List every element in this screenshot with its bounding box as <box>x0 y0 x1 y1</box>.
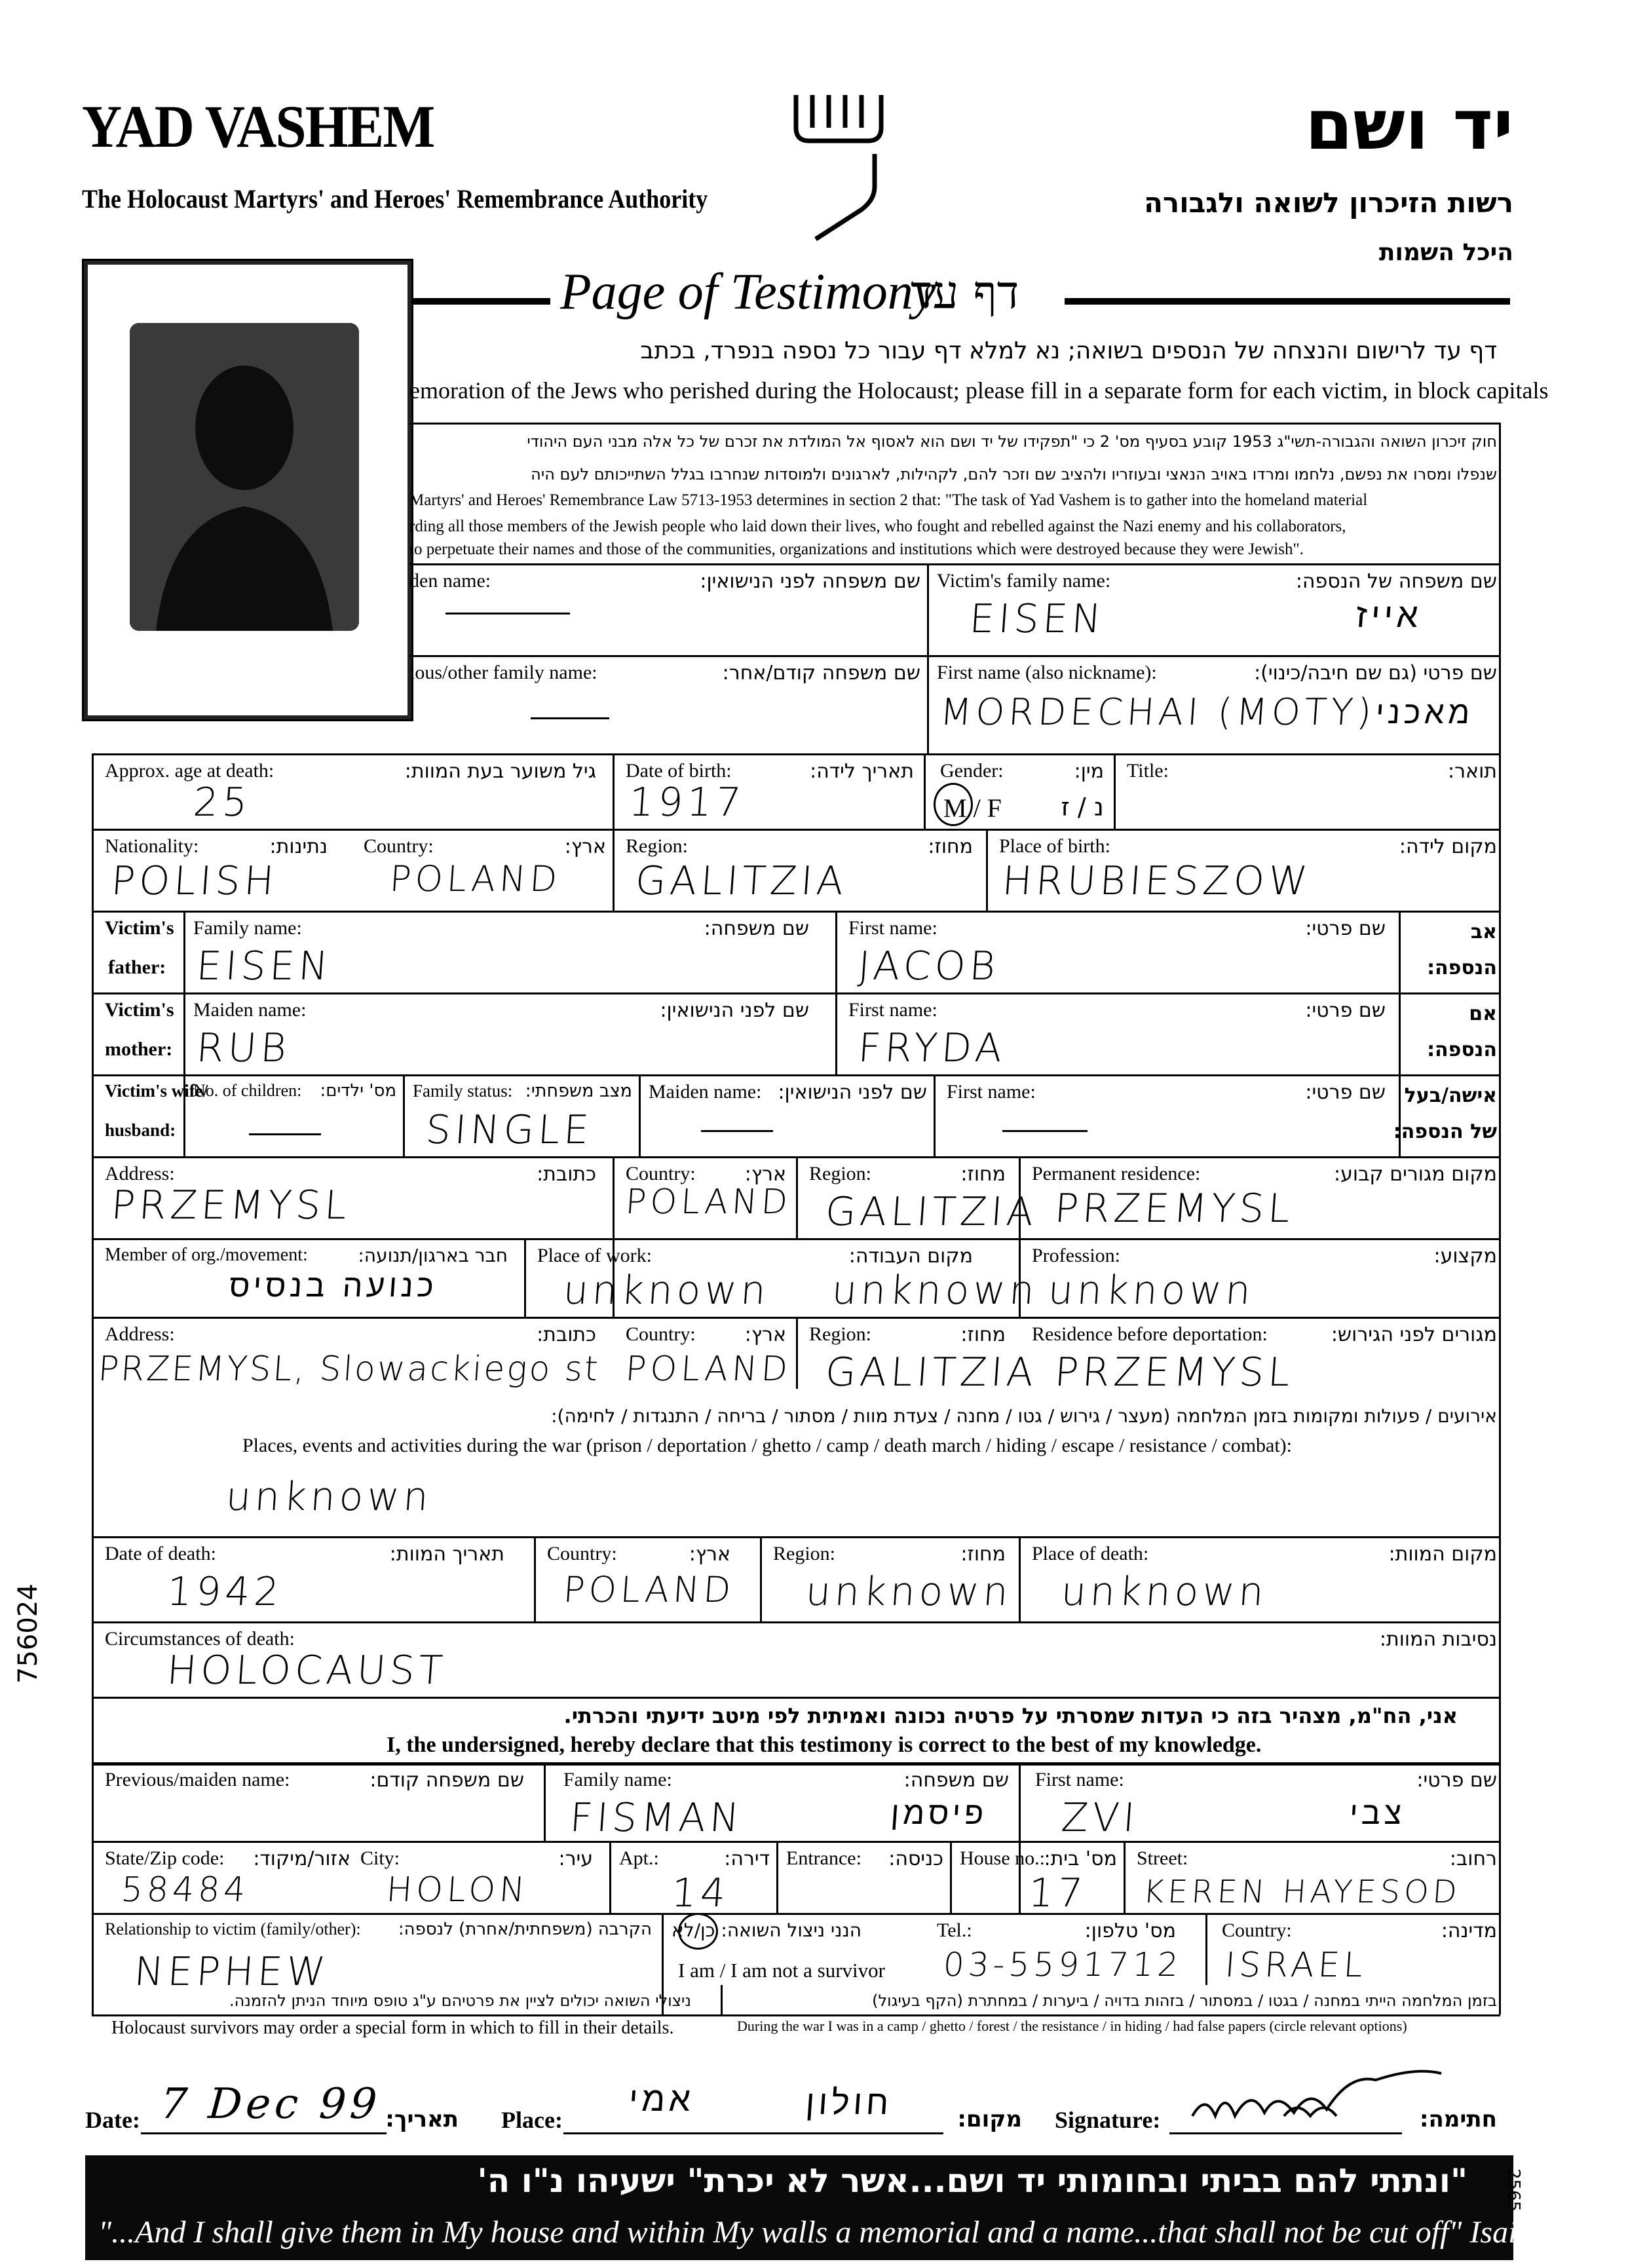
rule <box>92 1913 1500 1915</box>
submitter-first-value[interactable]: ZVI <box>1059 1795 1141 1841</box>
tel-label-hebrew: מס' טלפון: <box>1084 1919 1176 1942</box>
rule <box>92 1074 1500 1076</box>
street-label: Street: <box>1137 1847 1188 1869</box>
nationality-label-hebrew: נתינות: <box>269 835 328 858</box>
status-label: Family status: <box>413 1081 513 1101</box>
deport-region-label-hebrew: מחוז: <box>960 1323 1006 1346</box>
rule <box>409 655 1500 657</box>
death-place-label: Place of death: <box>1032 1543 1149 1564</box>
residence-country-label-hebrew: ארץ: <box>744 1163 786 1186</box>
nationality-label: Nationality: <box>105 835 199 857</box>
spouse-side-label-2: husband: <box>105 1120 176 1140</box>
place-value-hebrew[interactable]: חולון <box>804 2083 894 2123</box>
rule <box>524 1238 526 1317</box>
relationship-label: Relationship to victim (family/other): <box>105 1919 361 1938</box>
relationship-value[interactable]: NEPHEW <box>132 1949 331 1995</box>
apt-value[interactable]: 14 <box>670 1870 731 1916</box>
rule <box>835 911 837 1074</box>
status-value[interactable]: SINGLE <box>424 1107 594 1153</box>
zip-label-hebrew: אזור/מיקוד: <box>253 1847 350 1870</box>
deport-country-value[interactable]: POLAND <box>624 1350 793 1389</box>
submitter-country-value[interactable]: ISRAEL <box>1223 1946 1368 1985</box>
footer-hebrew-quote: "ונתתי להם בביתי ובחומותי יד ושם...אשר לא יכרת" ישעיהו נ"ו ה' <box>477 2162 1467 2200</box>
rule <box>92 992 1500 994</box>
rule <box>950 1841 952 1913</box>
mother-side-label: Victim's <box>105 999 174 1021</box>
deport-country-label: Country: <box>626 1323 696 1345</box>
birth-region-value[interactable]: GALITZIA <box>634 858 849 904</box>
signature-label: Signature: <box>1055 2107 1161 2133</box>
previous-name-label: ious/other family name: <box>409 662 597 683</box>
permanent-residence-label-hebrew: מקום מגורים קבוע: <box>1334 1163 1497 1186</box>
birth-region-label: Region: <box>626 835 688 857</box>
mother-first-value[interactable]: FRYDA <box>856 1025 1008 1071</box>
rule <box>986 829 988 911</box>
relationship-label-hebrew: הקרבה (משפחתית/אחרת) לנספה: <box>398 1919 652 1939</box>
signature-rule <box>1169 2132 1402 2134</box>
spouse-first-label-hebrew: שם פרטי: <box>1305 1081 1386 1104</box>
workplace-value[interactable]: unknown <box>561 1268 772 1314</box>
dob-value[interactable]: 1917 <box>627 780 747 825</box>
rule <box>1124 1841 1126 1913</box>
date-label-hebrew: תאריך: <box>385 2106 459 2132</box>
deport-address-label-hebrew: כתובת: <box>537 1323 596 1346</box>
family-name-label: Victim's family name: <box>937 570 1111 592</box>
age-label: Approx. age at death: <box>105 760 274 782</box>
city-value[interactable]: HOLON <box>385 1870 531 1910</box>
rule <box>1499 423 1501 2014</box>
father-family-label-hebrew: שם משפחה: <box>704 917 809 940</box>
submitter-prev-label-hebrew: שם משפחה קודם: <box>369 1769 524 1792</box>
zip-label: State/Zip code: <box>105 1847 225 1869</box>
entrance-label-hebrew: כניסה: <box>888 1847 943 1870</box>
city-label: City: <box>360 1847 400 1869</box>
rule <box>796 1156 798 1238</box>
rule <box>609 1841 611 1913</box>
date-rule <box>141 2132 387 2134</box>
survivor-note: Holocaust survivors may order a special form in which to fill in their details. <box>111 2018 674 2038</box>
rule <box>1114 753 1116 829</box>
survivor-label-hebrew: הנני ניצול השואה: כן/לא <box>671 1919 861 1941</box>
rule <box>92 1841 1500 1843</box>
apt-label-hebrew: דירה: <box>724 1847 770 1870</box>
gender-label-hebrew: מין: <box>1074 760 1104 783</box>
address-label: Address: <box>105 1163 175 1184</box>
mother-side-label-2: mother: <box>105 1038 173 1060</box>
rule <box>92 753 94 2014</box>
org-name: YAD VASHEM <box>82 93 434 160</box>
profession-label-hebrew: מקצוע: <box>1433 1245 1497 1268</box>
rule <box>92 1536 1500 1538</box>
workplace-label: Place of work: <box>537 1245 652 1266</box>
org-label: Member of org./movement: <box>105 1245 308 1265</box>
rule <box>92 753 1500 755</box>
residence-region-value[interactable]: GALITZIA <box>823 1189 1039 1235</box>
profession-value[interactable]: unknown <box>1046 1268 1257 1314</box>
declaration-hebrew: אני, הח"מ, מצהיר בזה כי העדות שמסרתי על פרטיה נכונה ואמיתית לפי מיטב ידיעתי והכרתי. <box>563 1703 1458 1728</box>
victim-family-name-hebrew[interactable]: אייז <box>1354 596 1424 635</box>
title-label: Title: <box>1127 760 1169 782</box>
spouse-side-label-hebrew: אישה/בעל <box>1404 1084 1497 1107</box>
death-circumstances-value[interactable]: HOLOCAUST <box>165 1648 448 1693</box>
death-date-label: Date of death: <box>105 1543 216 1564</box>
address-label-hebrew: כתובת: <box>537 1163 596 1186</box>
birth-place-label-hebrew: מקום לידה: <box>1399 835 1497 858</box>
death-date-value[interactable]: 1942 <box>165 1569 285 1615</box>
submitter-prev-label: Previous/maiden name: <box>105 1769 290 1790</box>
signature-label-hebrew: חתימה: <box>1419 2106 1497 2132</box>
org-name-hebrew: יד ושם <box>1305 85 1513 165</box>
rule <box>924 753 926 829</box>
submitter-family-value[interactable]: FISMAN <box>568 1795 745 1841</box>
birth-place-label: Place of birth: <box>999 835 1110 857</box>
mother-side-label-hebrew: אם <box>1469 1002 1497 1025</box>
father-first-label-hebrew: שם פרטי: <box>1305 917 1386 940</box>
entrance-label: Entrance: <box>786 1847 861 1869</box>
rule <box>927 563 929 753</box>
zip-value[interactable]: 58484 <box>119 1870 251 1910</box>
submitter-country-label: Country: <box>1222 1919 1292 1941</box>
status-label-hebrew: מצב משפחתי: <box>525 1081 632 1101</box>
war-value[interactable]: unknown <box>224 1474 434 1520</box>
mother-first-label: First name: <box>848 999 937 1021</box>
death-place-label-hebrew: מקום המוות: <box>1388 1543 1497 1566</box>
title-rule-right <box>1065 298 1510 305</box>
hall-of-names-hebrew: היכל השמות <box>1378 239 1513 266</box>
law-english-3: to perpetuate their names and those of the communities, organizations and institutions which were destroyed because they were Jewish". <box>409 540 1304 558</box>
deport-residence-label-hebrew: מגורים לפני הגירוש: <box>1331 1323 1497 1346</box>
intro-english: emoration of the Jews who perished during the Holocaust; please fill in a separate form for each victim, in block capitals <box>409 377 1549 404</box>
war-label: Places, events and activities during the war (prison / deportation / ghetto / camp / death march / hiding / escape / resistance / combat): <box>242 1435 1293 1456</box>
rule <box>92 829 1500 831</box>
title-rule-left <box>409 298 550 305</box>
children-label: No. of children: <box>193 1081 302 1100</box>
law-hebrew-2: שנפלו ומסרו את נפשם, נלחמו ומרדו באויב הנאצי ובעוזריו ולהציב שם וזכר להם, לקהילות, לארגונים ולמוסדות שנחרבו בגלל השתייכותם לעם היה <box>531 465 1497 483</box>
submitter-first-label: First name: <box>1035 1769 1124 1790</box>
rule <box>1399 911 1401 1156</box>
tel-label: Tel.: <box>937 1919 972 1941</box>
war-status-note: During the war I was in a camp / ghetto / forest / the resistance / in hiding / had false papers (circle relevant options) <box>737 2018 1407 2034</box>
rule <box>92 1238 1500 1240</box>
gender-label: Gender: <box>940 760 1004 782</box>
survivor-no-circle <box>678 1913 718 1950</box>
deport-residence-label: Residence before deportation: <box>1032 1323 1268 1345</box>
father-side-label-2: father: <box>108 956 166 978</box>
empty-spouse-first-dash <box>1002 1130 1088 1132</box>
rule <box>796 1317 798 1389</box>
rule <box>92 2014 1500 2016</box>
victim-photo <box>82 259 413 721</box>
gender-value-hebrew[interactable]: נ / ז <box>1061 793 1104 822</box>
rule <box>92 911 1500 913</box>
victim-family-name[interactable]: EISEN <box>968 596 1107 642</box>
victim-first-name-hebrew[interactable]: מאכני <box>1374 694 1475 731</box>
declaration-english: I, the undersigned, hereby declare that this testimony is correct to the best of my knowledge. <box>387 1733 1262 1757</box>
house-value[interactable]: 17 <box>1027 1870 1088 1916</box>
date-label: Date: <box>85 2107 140 2133</box>
workplace-label-hebrew: מקום העבודה: <box>848 1245 973 1268</box>
maiden-name-label: den name: <box>409 570 491 592</box>
tel-value[interactable]: 03-5591712 <box>941 1946 1184 1984</box>
org-label-hebrew: חבר בארגון/תנועה: <box>358 1245 508 1266</box>
war-label-hebrew: אירועים / פעולות ומקומות בזמן המלחמה (מעצר / גירוש / גטו / מחנה / צעדת מוות / מסתור / בריחה / התנגדות / לחימה): <box>551 1405 1497 1427</box>
gender-circle-m <box>934 783 973 826</box>
first-name-label-hebrew: שם פרטי (גם שם חיבה/כינוי): <box>1254 662 1497 685</box>
father-family-value[interactable]: EISEN <box>195 943 333 989</box>
mother-maiden-label: Maiden name: <box>193 999 307 1021</box>
footer-english-quote: "...And I shall give them in My house and within My walls a memorial and a name...that shall not be cut off" Isaiah 56:5 <box>98 2215 1614 2250</box>
gender-value[interactable]: M / F <box>943 793 1002 823</box>
spouse-maiden-label-hebrew: שם לפני הנישואין: <box>778 1081 927 1104</box>
workplace-value-2[interactable]: unknown <box>830 1268 1040 1314</box>
empty-maiden-dash <box>445 613 570 614</box>
side-number: 756024 <box>13 1583 43 1684</box>
birth-country-value[interactable]: POLAND <box>388 858 563 899</box>
age-label-hebrew: גיל משוער בעת המוות: <box>404 760 596 783</box>
rule <box>1019 1536 1021 1621</box>
rule <box>776 1841 778 1913</box>
birth-place-value[interactable]: HRUBIESZOW <box>1000 858 1313 904</box>
death-place-value[interactable]: unknown <box>1059 1569 1270 1615</box>
death-region-label-hebrew: מחוז: <box>960 1543 1006 1566</box>
apt-label: Apt.: <box>619 1847 659 1869</box>
submitter-family-label: Family name: <box>563 1769 672 1790</box>
place-label-hebrew: מקום: <box>957 2106 1022 2132</box>
rule <box>613 753 615 911</box>
house-label: House no.: <box>960 1847 1045 1869</box>
rule <box>409 423 1500 425</box>
dob-label: Date of birth: <box>626 760 732 782</box>
spouse-side-label-hebrew-2: של הנספה: <box>1393 1120 1497 1143</box>
death-country-label: Country: <box>547 1543 617 1564</box>
org-value-hebrew[interactable]: כנועה בנסיס <box>228 1268 439 1304</box>
deport-address-label: Address: <box>105 1323 175 1345</box>
profession-label: Profession: <box>1032 1245 1120 1266</box>
flame-menorah-logo <box>789 88 888 246</box>
city-label-hebrew: עיר: <box>558 1847 593 1870</box>
death-circumstances-label: Circumstances of death: <box>105 1628 295 1650</box>
deport-address-value[interactable]: PRZEMYSL, Slowackiego st <box>96 1350 601 1389</box>
empty-spouse-maiden-dash <box>701 1130 773 1132</box>
house-label-hebrew: מס' בית: <box>1044 1847 1117 1870</box>
birth-region-label-hebrew: מחוז: <box>928 835 973 858</box>
rule <box>403 1074 405 1156</box>
rule <box>1205 1913 1207 1985</box>
father-side-label-hebrew: אב <box>1470 920 1497 943</box>
empty-children-dash <box>249 1133 321 1135</box>
submitter-country-label-hebrew: מדינה: <box>1441 1919 1497 1942</box>
address-value[interactable]: PRZEMYSL <box>109 1182 352 1228</box>
rule <box>92 1621 1500 1623</box>
father-side-label-hebrew-2: הנספה: <box>1427 956 1497 979</box>
spouse-side-label: Victim's wife/ <box>105 1081 208 1101</box>
date-value[interactable]: 7 Dec 99 <box>159 2080 383 2128</box>
rule <box>721 1985 723 2014</box>
war-status-note-hebrew: בזמן המלחמה הייתי במחנה / בגטו / במסתור / בזהות בדויה / ביערות / במחתרת (הקף בעיגול) <box>872 1992 1497 2010</box>
form-title-hebrew: דף עד <box>911 265 1019 319</box>
age-value[interactable]: 25 <box>191 780 253 825</box>
rule <box>409 563 1500 565</box>
rule <box>934 1074 936 1156</box>
submitter-first-label-hebrew: שם פרטי: <box>1416 1769 1497 1792</box>
spouse-maiden-label: Maiden name: <box>649 1081 762 1103</box>
signature-scribble[interactable] <box>1179 2054 1454 2139</box>
rule <box>534 1536 536 1621</box>
submitter-family-label-hebrew: שם משפחה: <box>903 1769 1009 1792</box>
rule <box>544 1762 546 1841</box>
death-region-value[interactable]: unknown <box>804 1569 1014 1615</box>
rule <box>1019 1762 1021 1913</box>
rule <box>639 1074 641 1156</box>
nationality-value[interactable]: POLISH <box>109 858 280 904</box>
law-english-1: Martyrs' and Heroes' Remembrance Law 5713-1953 determines in section 2 that: "The task of Yad Vashem is to gather into the homeland material <box>409 491 1368 509</box>
intro-hebrew: דף עד לרישום והנצחה של הנספים בשואה; נא למלא דף עבור כל נספה בנפרד, בכתב <box>640 337 1497 364</box>
victim-first-name[interactable]: MORDECHAI (MOTY) <box>938 691 1377 734</box>
birth-country-label: Country: <box>364 835 434 857</box>
death-circumstances-label-hebrew: נסיבות המוות: <box>1379 1628 1497 1651</box>
org-subtitle-hebrew: רשות הזיכרון לשואה ולגבורה <box>1144 187 1513 219</box>
children-label-hebrew: מס' ילדים: <box>320 1081 396 1101</box>
deport-region-value[interactable]: GALITZIA <box>823 1350 1039 1395</box>
mother-first-label-hebrew: שם פרטי: <box>1305 999 1386 1022</box>
mother-maiden-value[interactable]: RUB <box>195 1025 292 1071</box>
street-value[interactable]: KEREN HAYESOD <box>1142 1874 1462 1910</box>
rule <box>183 911 185 1156</box>
spouse-first-label: First name: <box>947 1081 1036 1103</box>
previous-name-label-hebrew: שם משפחה קודם/אחר: <box>722 662 920 685</box>
family-name-label-hebrew: שם משפחה של הנספה: <box>1295 570 1497 593</box>
form-title: Page of Testimony <box>560 263 936 320</box>
place-value-hebrew-2[interactable]: אמי <box>627 2080 696 2119</box>
death-country-value[interactable]: POLAND <box>561 1569 736 1610</box>
death-date-label-hebrew: תאריך המוות: <box>389 1543 504 1566</box>
rule <box>760 1536 762 1621</box>
permanent-residence-value[interactable]: PRZEMYSL <box>1053 1186 1296 1232</box>
father-first-label: First name: <box>848 917 937 939</box>
street-label-hebrew: רחוב: <box>1449 1847 1497 1870</box>
father-first-value[interactable]: JACOB <box>856 943 1001 989</box>
permanent-residence-label: Permanent residence: <box>1032 1163 1201 1184</box>
org-subtitle: The Holocaust Martyrs' and Heroes' Remembrance Authority <box>82 184 708 214</box>
place-label: Place: <box>501 2107 563 2133</box>
death-region-label: Region: <box>773 1543 835 1564</box>
residence-region-label-hebrew: מחוז: <box>960 1163 1006 1186</box>
title-label-hebrew: תואר: <box>1448 760 1497 783</box>
law-hebrew-1: חוק זיכרון השואה והגבורה-תשי"ג 1953 קובע בסעיף מס' 2 כי "תפקידו של יד ושם הוא לאסוף אל המולדת את זכרם של כל אלה מבני העם היהודי <box>527 432 1497 451</box>
place-rule <box>563 2132 943 2134</box>
father-family-label: Family name: <box>193 917 302 939</box>
deport-residence-value[interactable]: PRZEMYSL <box>1053 1350 1296 1395</box>
first-name-label: First name (also nickname): <box>937 662 1157 683</box>
survivor-label[interactable]: I am / I am not a survivor <box>678 1959 885 1982</box>
residence-region-label: Region: <box>809 1163 871 1184</box>
father-side-label: Victim's <box>105 917 174 939</box>
mother-side-label-hebrew-2: הנספה: <box>1427 1038 1497 1061</box>
dob-label-hebrew: תאריך לידה: <box>810 760 914 783</box>
maiden-name-label-hebrew: שם משפחה לפני הנישואין: <box>700 570 920 593</box>
law-english-2: rding all those members of the Jewish people who laid down their lives, who fought and rebelled against the Nazi enemy and his collaborators, <box>409 518 1346 535</box>
empty-previous-dash <box>531 717 609 719</box>
portrait-silhouette <box>130 323 359 631</box>
survivor-note-hebrew: ניצולי השואה יכולים לציין את פרטיהם ע"ג טופס מיוחד הניתן להזמנה. <box>229 1992 691 2010</box>
birth-country-label-hebrew: ארץ: <box>564 835 606 858</box>
submitter-first-value-hebrew[interactable]: צבי <box>1348 1795 1407 1832</box>
deport-region-label: Region: <box>809 1323 871 1345</box>
submitter-family-value-hebrew[interactable]: פיסמן <box>890 1795 989 1832</box>
residence-country-label: Country: <box>626 1163 696 1184</box>
side-stamp: 2565 <box>1504 2168 1523 2212</box>
mother-maiden-label-hebrew: שם לפני הנישואין: <box>660 999 809 1022</box>
death-country-label-hebrew: ארץ: <box>689 1543 730 1566</box>
residence-country-value[interactable]: POLAND <box>624 1182 793 1222</box>
deport-country-label-hebrew: ארץ: <box>744 1323 786 1346</box>
